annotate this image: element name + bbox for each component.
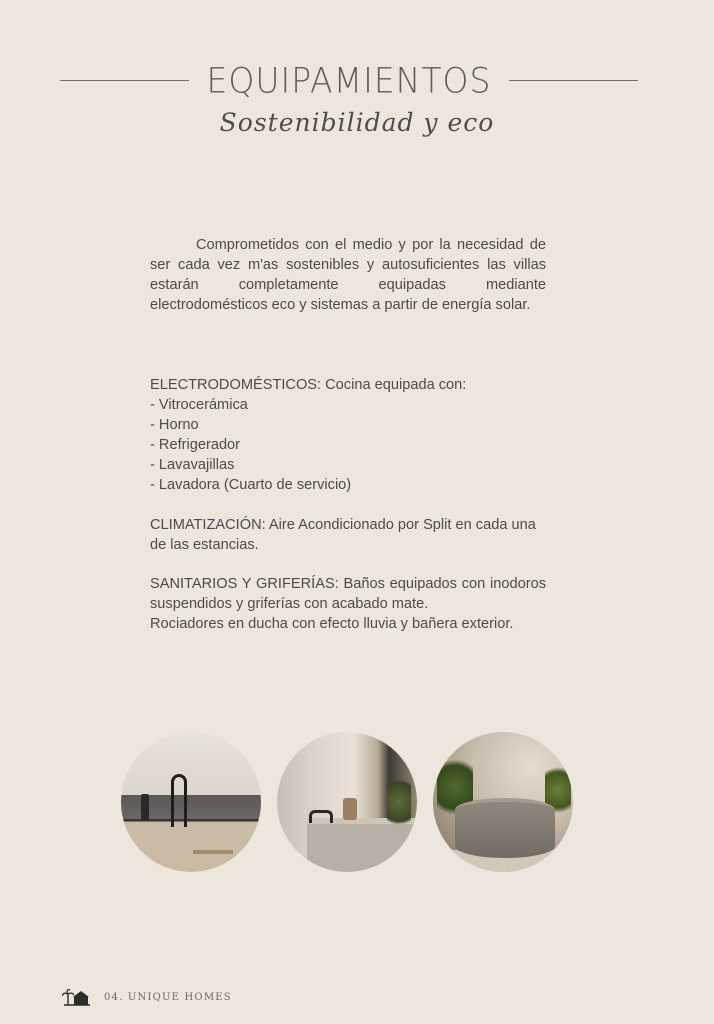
- list-item: - Lavadora (Cuarto de servicio): [150, 475, 546, 495]
- photo-row: [121, 732, 573, 872]
- kitchen-photo: [121, 732, 261, 872]
- appliances-section: [150, 375, 546, 495]
- bathtub-photo: [433, 732, 573, 872]
- sanitary-line-2: Rociadores en ducha con efecto lluvia y bañera exterior.: [150, 616, 514, 632]
- intro-paragraph: Comprometidos con el medio y por la necesidad de ser cada vez m'as sostenibles y autosuficientes las villas estarán completamente equipadas mediante electrodomésticos eco y sistemas a partir de energía solar.: [150, 237, 546, 313]
- list-item: - Lavavajillas: [150, 455, 546, 475]
- footer-page-label: 04. UNIQUE HOMES: [104, 991, 232, 1003]
- sanitary-section: [150, 574, 546, 634]
- list-item: - Vitrocerámica: [150, 395, 546, 415]
- title-rule-left: [60, 80, 189, 81]
- climate-paragraph: CLIMATIZACIÓN: Aire Acondicionado por Split en cada una de las estancias.: [150, 517, 536, 553]
- appliances-heading: ELECTRODOMÉSTICOS: Cocina equipada con:: [150, 377, 467, 393]
- page-subtitle: Sostenibilidad y eco: [219, 108, 495, 137]
- page-title: EQUIPAMIENTOS: [206, 59, 492, 101]
- title-rule-right: [509, 80, 638, 81]
- appliances-list: [150, 395, 546, 495]
- sanitary-line-1: SANITARIOS Y GRIFERÍAS: Baños equipados con inodoros suspendidos y griferías con acabado mate.: [150, 576, 546, 612]
- list-item: - Horno: [150, 415, 546, 435]
- bathroom-sink-photo: [277, 732, 417, 872]
- list-item: - Refrigerador: [150, 435, 546, 455]
- title-row: [60, 58, 638, 102]
- house-palm-logo-icon: [62, 988, 92, 1006]
- footer: [62, 986, 232, 1008]
